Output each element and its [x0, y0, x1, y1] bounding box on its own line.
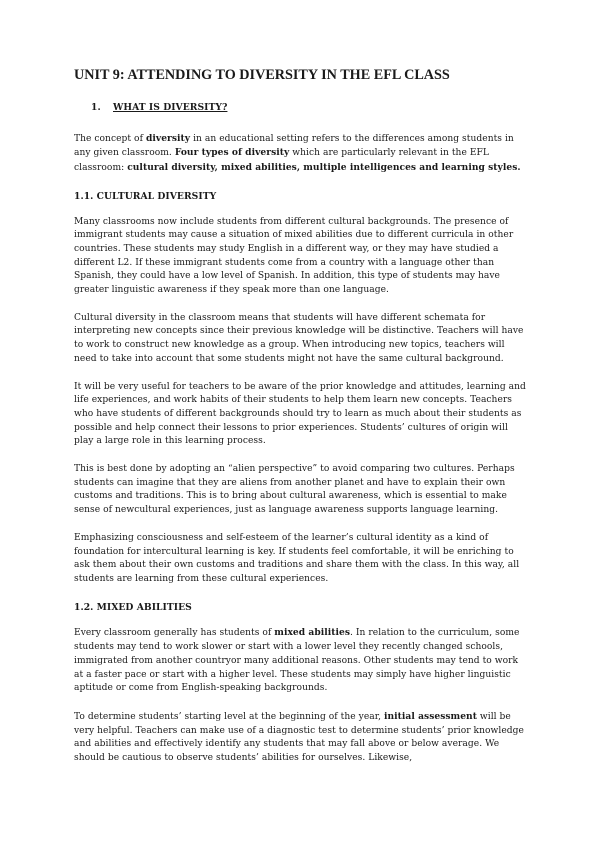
- section-number: 1.: [91, 102, 101, 113]
- intro-text-2: in an educational setting refers to the differences among students in any given classroom.: [74, 133, 514, 159]
- intro-paragraph: [74, 132, 526, 176]
- intro-bold-types-list: cultural diversity, mixed abilities, multiple intelligences and learning styles.: [127, 162, 521, 174]
- bold-initial-assessment: initial assessment: [384, 710, 477, 722]
- paragraph: This is best done by adopting an “alien perspective” to avoid comparing two cultures. Perhaps students can imagine that they are aliens from another planet and have to explain their own customs and traditions. This is to bring about cultural awareness, which is essential to make sense of newcultural experiences, just as language awareness supports language learning.: [74, 464, 515, 516]
- paragraph-text: will be very helpful. Teachers can make use of a diagnostic test to determine students’ prior knowledge and abilities and effectively identify any students that may fall above or below average. We should be cautious to observe students’ abilities for ourselves. Likewise,: [74, 711, 524, 764]
- bold-mixed-abilities: mixed abilities: [274, 627, 351, 639]
- paragraph: Many classrooms now include students from different cultural backgrounds. The presence of immigrant students may cause a situation of mixed abilities due to different curricula in other countries. These students may study English in a different way, or they may have studied a different L2. If these immigrant students come from a country with a language other than Spanish, they could have a low level of Spanish. In addition, this type of students may have greater linguistic awareness if they speak more than one language.: [74, 216, 514, 296]
- section-heading: [91, 101, 526, 115]
- paragraph: [74, 710, 526, 766]
- paragraph-text: . In relation to the curriculum, some students may tend to work slower or start with a lower level they recently changed schools, immigrated from another countryor many additional reasons. Other students may tend to work at a faster pace or start with a higher level. These students may simply have higher linguistic aptitude or come from English-speaking backgrounds.: [74, 628, 520, 694]
- paragraph: It will be very useful for teachers to be aware of the prior knowledge and attitudes, learning and life experiences, and work habits of their students to help them learn new concepts. Teachers who have students of different backgrounds should try to learn as much about their students as possible and help connect their lessons to prior experiences. Students’ cultures of origin will play a large role in this learning process.: [74, 381, 526, 447]
- paragraph: Emphasizing consciousness and self-esteem of the learner’s cultural identity as a kind of foundation for intercultural learning is key. If students feel comfortable, it will be enriching to ask them about their own customs and traditions and share them with the class. In this way, all students are learning from these cultural experiences.: [74, 532, 520, 584]
- unit-title: UNIT 9: ATTENDING TO DIVERSITY IN THE EFL CLASS: [74, 67, 450, 83]
- paragraph-text: Every classroom generally has students of: [74, 628, 275, 639]
- intro-bold-four-types: Four types of diversity: [174, 147, 290, 159]
- document-page: [74, 66, 526, 780]
- intro-text-1: The concept of: [74, 133, 146, 144]
- paragraph: Cultural diversity in the classroom means that students will have different schemata for interpreting new concepts since their previous knowledge will be distinctive. Teachers will have to work to construct new knowledge as a group. When introducing new topics, teachers will need to take into account that some students might not have the same cultural background.: [74, 312, 524, 364]
- section-title: WHAT IS DIVERSITY?: [113, 102, 228, 113]
- intro-bold-diversity: diversity: [145, 132, 191, 144]
- subsection-heading-cultural-diversity: 1.1. CULTURAL DIVERSITY: [74, 190, 217, 202]
- intro-text-3: which are particularly relevant in the EFL classroom:: [74, 148, 489, 174]
- paragraph-text: To determine students’ starting level at the beginning of the year,: [74, 711, 384, 722]
- subsection-heading-mixed-abilities: 1.2. MIXED ABILITIES: [74, 601, 192, 613]
- paragraph: [74, 626, 526, 696]
